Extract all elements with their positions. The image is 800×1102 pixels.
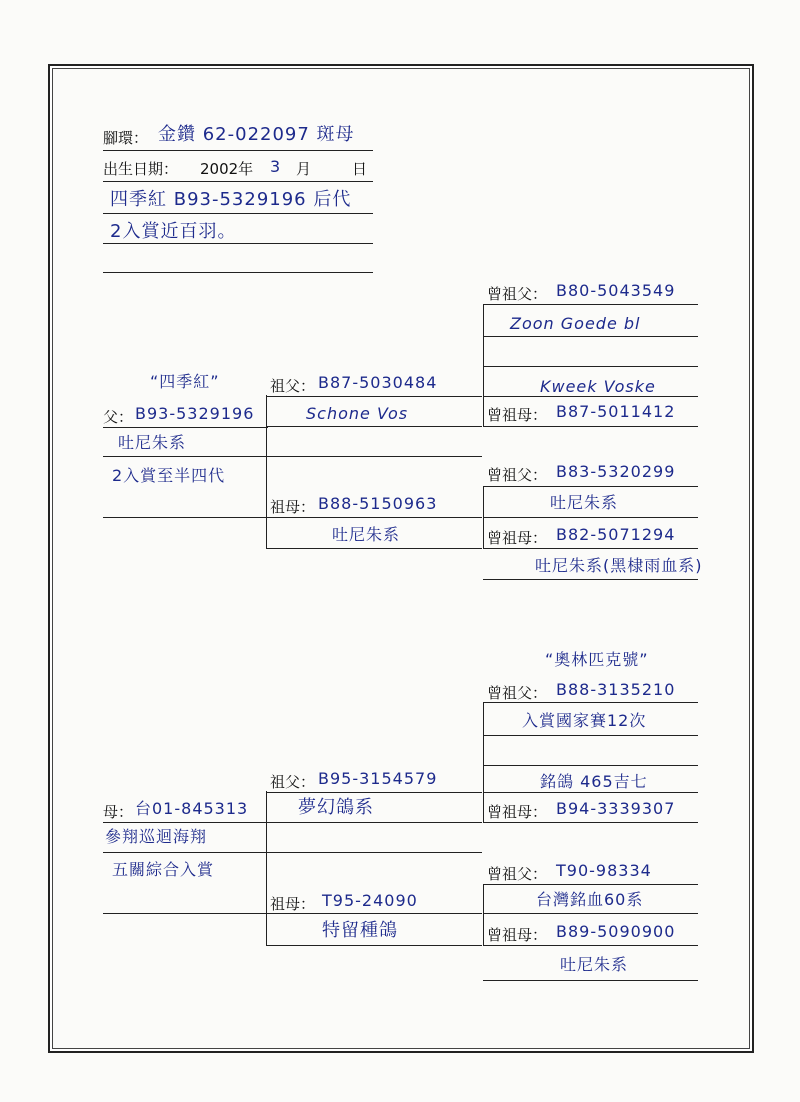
- father-line-3: [103, 517, 268, 518]
- dob-underline: [103, 181, 373, 182]
- father-line-1: [103, 427, 268, 428]
- mgm-father-line-2: [483, 913, 698, 914]
- mgm-father-label: 曾祖父：: [487, 865, 548, 883]
- mgm-mother-name: 吐尼朱系: [560, 955, 629, 974]
- header-line1: 四季紅 B93-5329196 后代: [110, 189, 352, 210]
- pgf-father-line-2: [483, 336, 698, 337]
- mgm-father-line-1: [483, 884, 698, 885]
- mgf-father-label: 曾祖父：: [487, 684, 548, 702]
- mgm-bracket: [483, 884, 484, 945]
- mgf-father-name: 入賞國家賽12次: [522, 711, 647, 730]
- header-line1-underline: [103, 213, 373, 214]
- pgf-father-name: Zoon Goede bl: [510, 314, 641, 333]
- pgm-line-1: [266, 517, 482, 518]
- mother-line-1: [103, 822, 268, 823]
- ring-value: 金鑽 62-022097 斑母: [158, 124, 355, 145]
- header-line3-underline: [103, 272, 373, 273]
- pgf-line-1: [266, 396, 482, 397]
- mgf-mother-label: 曾祖母：: [487, 803, 548, 821]
- pgm-father-line-1: [483, 486, 698, 487]
- mother-label: 母：: [103, 803, 134, 821]
- dob-year: 2002年: [200, 160, 254, 178]
- father-label: 父：: [103, 408, 134, 426]
- mother-bracket: [266, 791, 267, 945]
- pgm-label: 祖母：: [270, 498, 316, 516]
- pgf-mother-line-1: [483, 396, 698, 397]
- father-bracket: [266, 395, 267, 548]
- mgf-line-3: [266, 852, 482, 853]
- mgm-father-name: 台灣銘血60系: [536, 890, 644, 909]
- ring-label: 腳環：: [103, 129, 149, 147]
- mother-note1: 參翔巡迴海翔: [105, 827, 208, 846]
- pgf-mother-name: Kweek Voske: [540, 377, 656, 396]
- pgf-ring: B87-5030484: [318, 373, 438, 392]
- mgf-line-2: [266, 822, 482, 823]
- mgm-mother-label: 曾祖母：: [487, 926, 548, 944]
- mgm-mother-line-1: [483, 945, 698, 946]
- pgm-mother-ring: B82-5071294: [556, 525, 676, 544]
- mgf-father-line-2: [483, 735, 698, 736]
- mgf-father-line-3: [483, 765, 698, 766]
- pgf-father-ring: B80-5043549: [556, 281, 676, 300]
- pgf-bracket: [483, 304, 484, 426]
- header-line2: 2入賞近百羽。: [110, 221, 237, 242]
- pgf-line-3: [266, 456, 482, 457]
- mgf-bracket: [483, 702, 484, 822]
- mgf-name: 夢幻鴿系: [298, 797, 374, 818]
- mgf-ring: B95-3154579: [318, 769, 438, 788]
- mgf-mother-line-2: [483, 822, 698, 823]
- pgf-label: 祖父：: [270, 377, 316, 395]
- mother-line-2: [103, 852, 268, 853]
- dob-day-label: 日: [352, 160, 368, 178]
- pgf-name: Schone Vos: [306, 404, 409, 423]
- pgm-name: 吐尼朱系: [332, 525, 401, 544]
- pgf-mother-ring: B87-5011412: [556, 402, 676, 421]
- pgm-bracket: [483, 486, 484, 548]
- pgm-father-line-2: [483, 517, 698, 518]
- mother-line-3: [103, 913, 268, 914]
- pgm-mother-name: 吐尼朱系(黑棣雨血系): [535, 556, 703, 575]
- pgf-line-2: [266, 426, 482, 427]
- mgf-father-ring: B88-3135210: [556, 680, 676, 699]
- father-line-2: [103, 456, 268, 457]
- pgf-father-line-1: [483, 304, 698, 305]
- mgf-father-quote: “奧林匹克號”: [545, 650, 649, 669]
- pgm-father-label: 曾祖父：: [487, 466, 548, 484]
- mgf-mother-ring: B94-3339307: [556, 799, 676, 818]
- ring-underline: [103, 150, 373, 151]
- mgm-line-1: [266, 913, 482, 914]
- pgm-father-ring: B83-5320299: [556, 462, 676, 481]
- header-line2-underline: [103, 243, 373, 244]
- mgm-ring: T95-24090: [322, 891, 418, 910]
- mgf-line-1: [266, 792, 482, 793]
- pgm-mother-label: 曾祖母：: [487, 529, 548, 547]
- mgm-name: 特留種鴿: [322, 920, 398, 941]
- mgm-father-ring: T90-98334: [556, 861, 652, 880]
- mgm-line-2: [266, 945, 482, 946]
- pgm-ring: B88-5150963: [318, 494, 438, 513]
- father-quote: “四季紅”: [150, 372, 220, 391]
- mgf-father-line-1: [483, 702, 698, 703]
- mgm-label: 祖母：: [270, 895, 316, 913]
- mgf-mother-line-1: [483, 792, 698, 793]
- dob-label: 出生日期：: [103, 160, 179, 178]
- pgm-father-name: 吐尼朱系: [550, 493, 619, 512]
- father-note1: 吐尼朱系: [118, 433, 187, 452]
- dob-month: 3: [270, 157, 282, 176]
- mgm-mother-ring: B89-5090900: [556, 922, 676, 941]
- father-note2: 2入賞至半四代: [112, 466, 226, 485]
- pgf-mother-label: 曾祖母：: [487, 406, 548, 424]
- pgf-father-line-3: [483, 366, 698, 367]
- dob-month-label: 月: [296, 160, 312, 178]
- mgf-mother-name: 銘鴿 465吉七: [540, 772, 648, 791]
- father-ring: B93-5329196: [135, 404, 255, 423]
- pgm-mother-line-2: [483, 579, 698, 580]
- mother-ring: 台01-845313: [135, 799, 249, 818]
- pgf-mother-line-2: [483, 426, 698, 427]
- mgm-mother-line-2: [483, 980, 698, 981]
- pgf-father-label: 曾祖父：: [487, 285, 548, 303]
- mgf-label: 祖父：: [270, 773, 316, 791]
- mother-note2: 五關綜合入賞: [112, 860, 215, 879]
- pgm-line-2: [266, 548, 482, 549]
- pgm-mother-line-1: [483, 548, 698, 549]
